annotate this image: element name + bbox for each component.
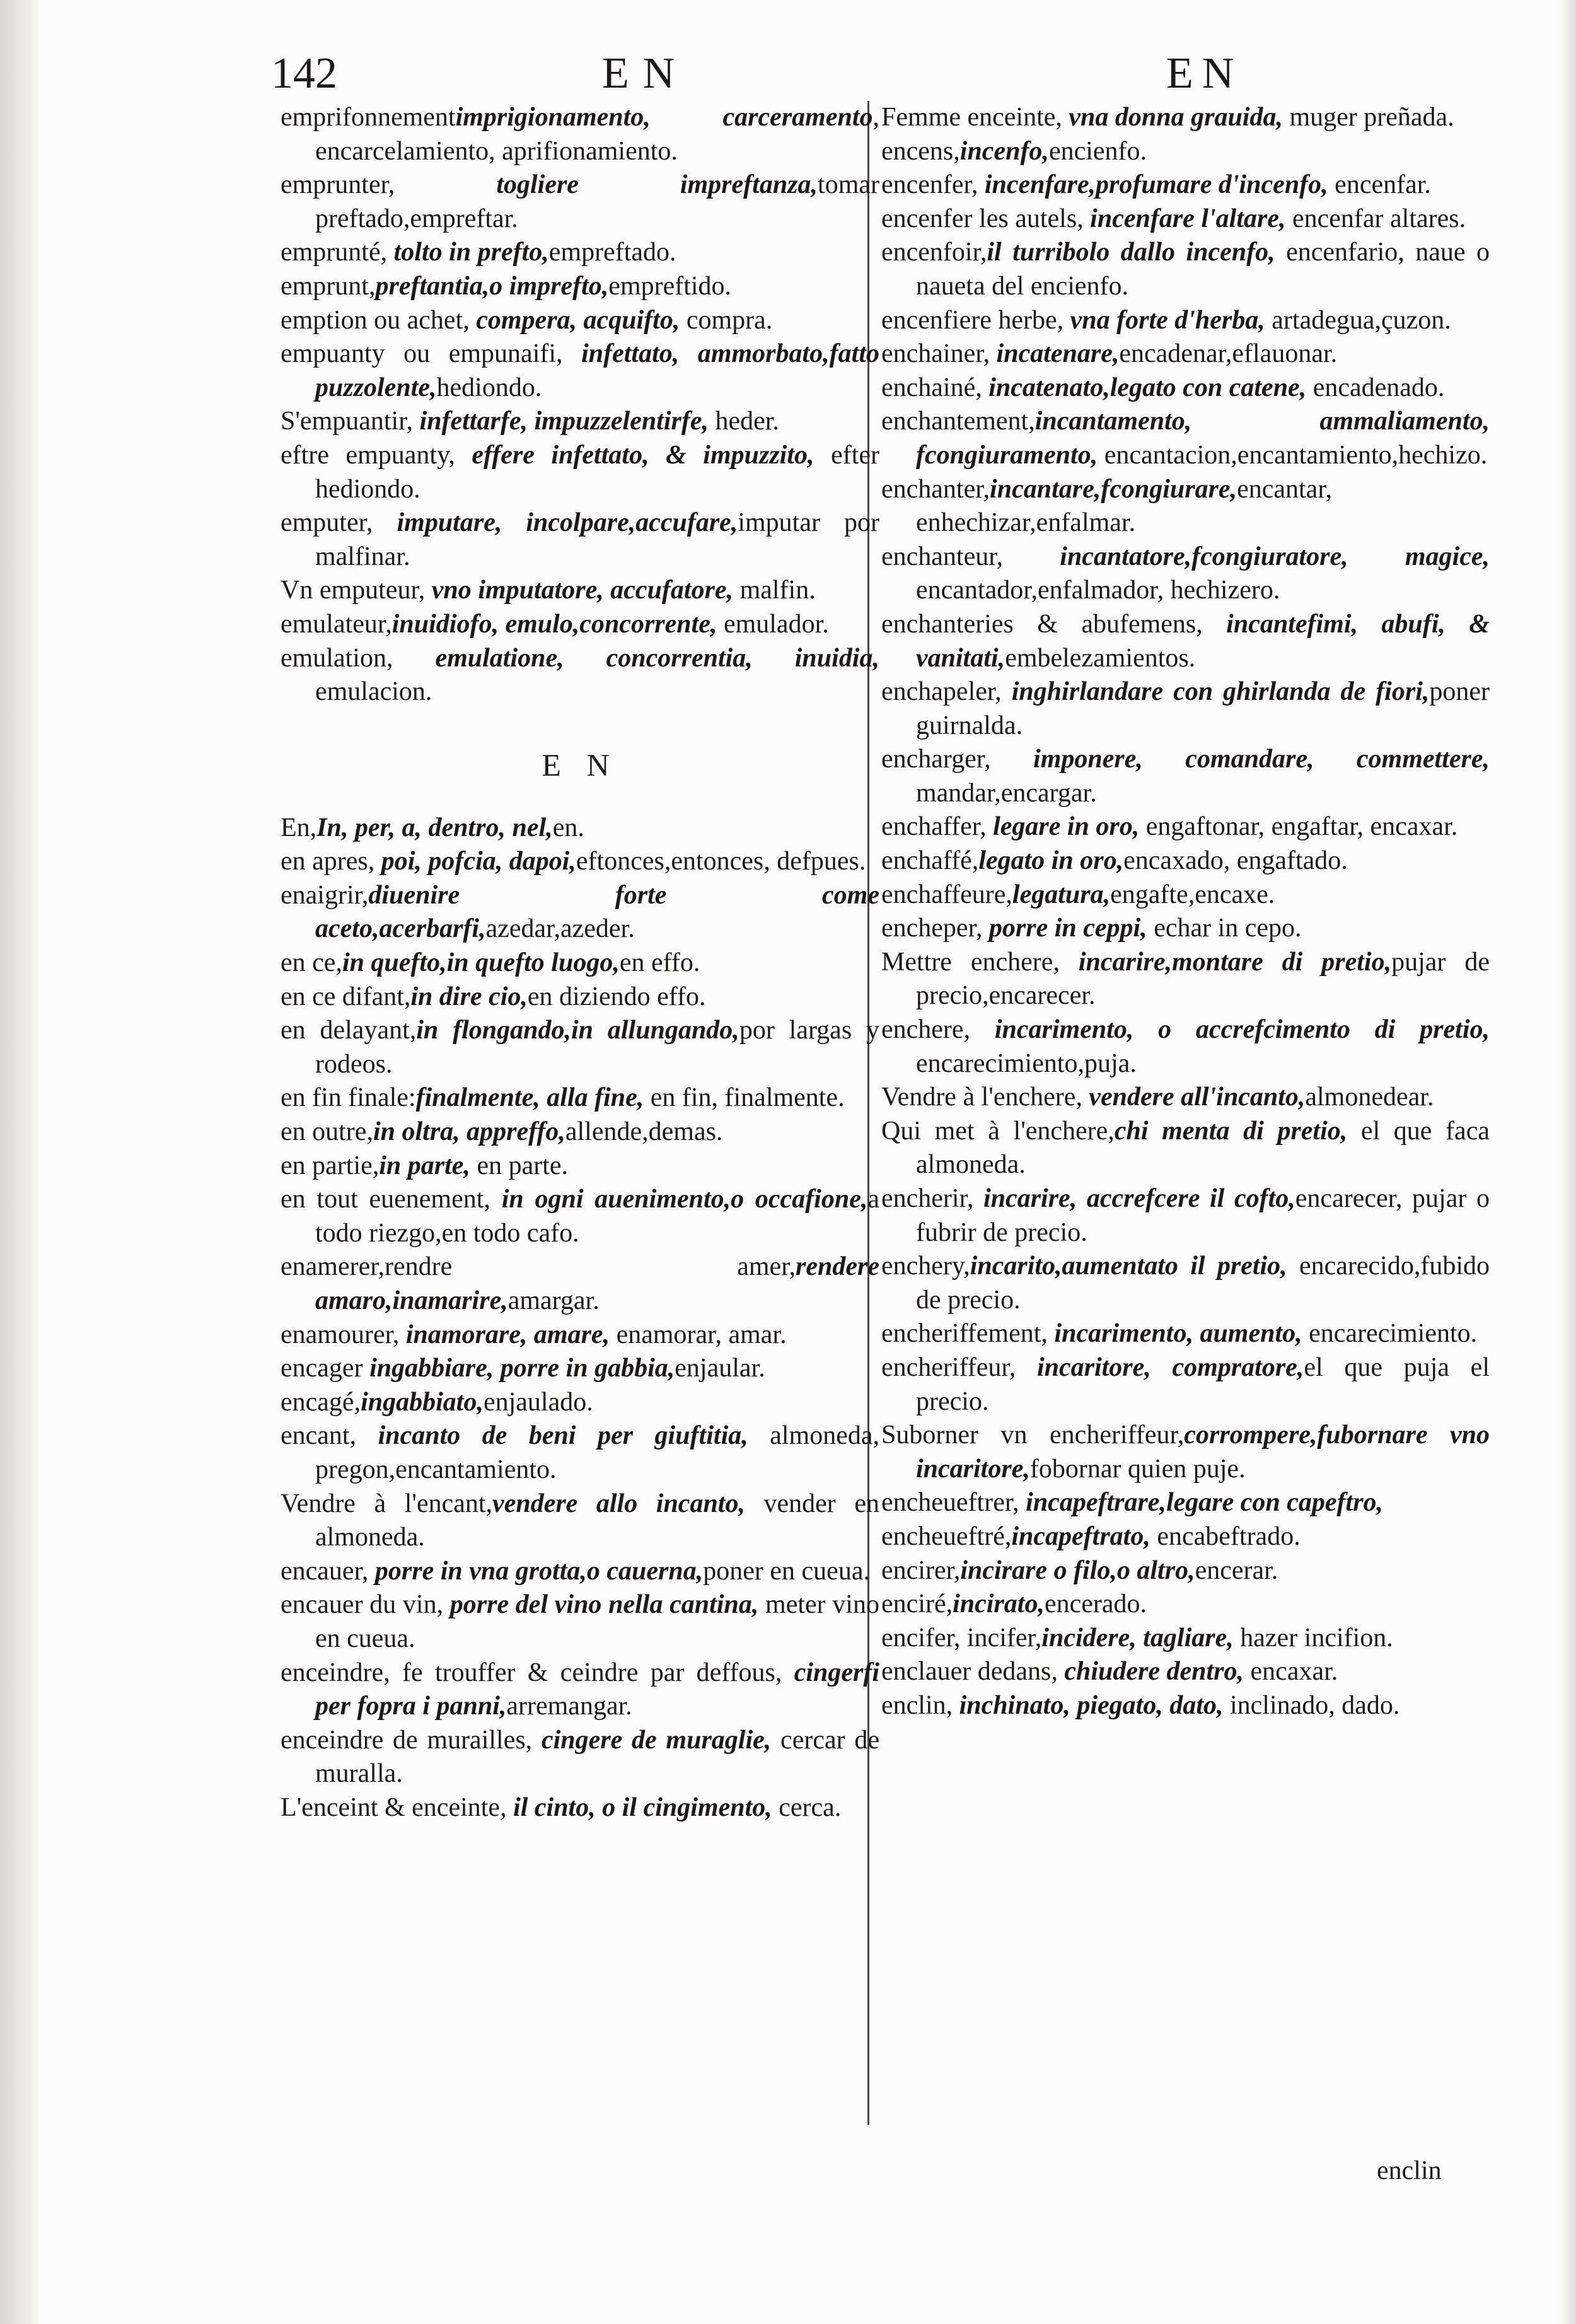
dictionary-entry [881,405,1490,472]
entry-headword: empuanty ou empunaifi, [281,339,582,369]
entry-italian-gloss: incatenare, [996,339,1120,369]
dictionary-entry [881,304,1490,338]
entry-italian-gloss: effere infettato, & impuzzito, [472,440,814,470]
entry-spanish-gloss: en. [552,813,584,842]
entry-italian-gloss: in flongando,in allungando, [416,1016,739,1045]
entry-italian-gloss: incirato, [953,1589,1045,1619]
dictionary-entry [281,946,879,980]
entry-headword: eftre empuanty, [281,440,472,470]
dictionary-entry [281,1487,879,1555]
entry-italian-gloss: il cinto, o il cingimento, [513,1792,772,1822]
entry-italian-gloss: vna donna grauida, [1069,103,1283,132]
dictionary-entry [281,845,879,879]
dictionary-entry [881,337,1490,371]
entry-italian-gloss: In, per, a, dentro, nel, [316,813,553,842]
entry-italian-gloss: tolto in preftо, [393,238,549,267]
dictionary-entry [881,236,1490,303]
dictionary-entry [881,168,1490,202]
entry-italian-gloss: il turribolo dallo incenfo, [987,238,1275,267]
page-gutter-shadow [0,0,38,2324]
entry-italian-gloss: preftantia,o impreftо, [375,271,609,301]
entry-italian-gloss: inuidiofo, emulo,concorrente, [391,609,717,639]
catchword: enclin [1377,2156,1442,2185]
dictionary-entry [881,810,1490,844]
entry-headword: encauer du vin, [281,1590,450,1620]
left-running-head: EN [602,49,689,98]
dictionary-entry [281,1386,879,1420]
entry-headword: emprifonnement [281,103,456,132]
entry-headword: emption ou achet, [281,305,477,335]
entry-spanish-gloss: fobornar quien puje. [1029,1454,1246,1484]
entry-italian-gloss: porre in vna grotta,o cauerna, [374,1556,704,1586]
entry-headword: enchainé, [881,373,989,402]
dictionary-entry [881,1351,1490,1419]
entry-italian-gloss: finalmente, alla fine, [415,1083,644,1113]
dictionary-entry [281,1081,879,1115]
entry-italian-gloss: ingabbiato, [361,1387,484,1417]
entry-spanish-gloss: efter hediondo. [315,440,879,504]
dictionary-entry [281,1149,879,1183]
entry-italian-gloss: cingere de muraglie, [541,1725,772,1755]
entry-headword: en delayant, [281,1016,417,1045]
left-entries-after-section [281,811,879,1825]
dictionary-entry [881,1486,1490,1520]
entry-headword: encenfiere herbe, [881,305,1070,335]
entry-headword: enclin, [881,1690,959,1720]
entry-italian-gloss: in oltra, appreffo, [373,1117,565,1147]
dictionary-entry [881,540,1490,608]
entry-spanish-gloss: muger preñada. [1282,103,1454,132]
entry-spanish-gloss: encaxado, engaftado. [1123,846,1348,876]
entry-spanish-gloss: emulacion. [315,677,432,707]
entry-headword: encenfer, [881,170,985,200]
dictionary-entry [881,1250,1490,1317]
entry-spanish-gloss: enjaulado. [483,1387,593,1417]
dictionary-entry [281,1419,879,1487]
entry-spanish-gloss: encarecido,fubido de precio. [916,1252,1490,1315]
entry-headword: En, [281,813,317,842]
dictionary-entry [281,811,879,845]
section-title: E N [542,747,618,782]
entry-spanish-gloss: eftonces,entonces, defpues. [576,847,866,876]
entry-headword: Femme enceinte, [881,103,1069,132]
entry-italian-gloss: incaritore, compratore, [1036,1352,1304,1382]
entry-spanish-gloss: imputar por malfinar. [315,508,879,571]
entry-spanish-gloss: azedar,azeder. [485,914,635,944]
entry-spanish-gloss: vender en almoneda. [315,1489,879,1552]
entry-headword: Vendre à l'enchere, [881,1083,1089,1112]
entry-headword: Vn emputeur, [281,576,432,605]
entry-spanish-gloss: pujar de precio,encarecer. [916,947,1490,1011]
entry-italian-gloss: inghirlandare con ghirlanda de fiori, [1011,677,1430,707]
entry-spanish-gloss: amargar. [507,1286,600,1315]
dictionary-entry [281,1115,879,1149]
entry-spanish-gloss: meter vino en cueua. [315,1590,879,1653]
dictionary-entry [881,1689,1490,1723]
dictionary-entry [881,675,1490,743]
dictionary-entry [881,101,1490,135]
right-running-head: EN [1166,49,1243,98]
right-column [881,101,1490,1723]
page-number: 142 [271,49,337,98]
entry-spanish-gloss: allende,demas. [565,1117,723,1147]
entry-spanish-gloss: , encarcelamiento, aprifionamiento. [315,103,879,166]
dictionary-entry [281,1014,879,1081]
dictionary-entry [281,1352,879,1386]
entry-spanish-gloss: enjaular. [675,1354,765,1383]
dictionary-entry [281,1724,879,1791]
entry-italian-gloss: emulatione, concorrentia, inuidia, [435,643,879,673]
entry-headword: enchapeler, [881,677,1012,707]
entry-spanish-gloss: echar in cepo. [1147,914,1302,943]
entry-spanish-gloss: en fin, finalmente. [644,1083,845,1113]
entry-spanish-gloss: encerar. [1195,1555,1278,1585]
page-edge-shadow [1560,0,1576,2324]
entry-italian-gloss: in parte, [379,1151,470,1180]
entry-headword: Mettre enchere, [881,947,1079,977]
dictionary-entry [881,135,1490,169]
entry-italian-gloss: in dire cio, [410,982,528,1011]
entry-spanish-gloss: encantar, enhechizar,enfalmar. [916,474,1333,538]
dictionary-entry [881,1115,1490,1182]
entry-italian-gloss: incatenato,legato con catene, [988,373,1307,402]
entry-italian-gloss: vendere allo incanto, [492,1489,745,1518]
entry-italian-gloss: incenfare,profumare d'incenfo, [984,170,1328,200]
dictionary-entry [881,1655,1490,1689]
entry-spanish-gloss: en diziendo effo. [527,982,706,1011]
entry-italian-gloss: infettarfe, impuzzelentirfe, [419,407,709,436]
dictionary-entry [881,844,1490,878]
entry-headword: en tout euenement, [281,1185,502,1214]
entry-headword: enchanter, [881,474,990,504]
entry-italian-gloss: incarire, accrefcere il cofto, [983,1184,1295,1213]
entry-headword: enclauer dedans, [881,1657,1065,1687]
entry-headword: encant, [281,1421,378,1451]
entry-headword: emprunté, [281,238,394,267]
entry-headword: emprunter, [281,170,497,200]
entry-headword: S'empuantir, [281,407,420,436]
entry-spanish-gloss: encadenado. [1306,373,1445,402]
dictionary-entry [281,168,879,236]
entry-spanish-gloss: cerca. [772,1792,842,1822]
entry-spanish-gloss: emulador. [717,609,829,639]
entry-spanish-gloss: encienfo. [1048,136,1147,166]
entry-spanish-gloss: encabeftrado. [1150,1521,1301,1551]
dictionary-entry [881,1013,1490,1081]
entry-spanish-gloss: encarecimiento. [1302,1319,1478,1349]
entry-italian-gloss: rendere amaro,inamarire, [315,1252,879,1315]
entry-italian-gloss: porre del vino nella cantina, [449,1590,759,1620]
entry-headword: enchaffé, [881,846,979,876]
entry-italian-gloss: incarimento, aumento, [1054,1319,1302,1349]
entry-headword: Suborner vn encheriffeur, [881,1421,1185,1450]
entry-headword: enchere, [881,1015,995,1045]
entry-italian-gloss: imputare, incolpare,accufare, [397,508,738,538]
dictionary-entry [281,574,879,608]
entry-spanish-gloss: por largas y rodeos. [315,1016,880,1079]
entry-italian-gloss: incapeftrare,legare con capeftro, [1026,1488,1384,1518]
entry-italian-gloss: vno imputatore, accufatore, [431,576,734,605]
dictionary-entry [281,337,879,405]
dictionary-entry [281,439,879,506]
entry-headword: Vendre à l'encant, [281,1489,493,1518]
entry-headword: encharger, [881,745,1034,774]
entry-italian-gloss: imprigionamento, carceramento [455,103,873,132]
entry-headword: encheueftré, [881,1521,1012,1551]
entry-spanish-gloss: arremangar. [506,1692,632,1721]
entry-headword: enchery, [881,1252,970,1281]
entry-spanish-gloss: en parte. [470,1151,569,1180]
entry-headword: en fin finale: [281,1083,416,1113]
entry-spanish-gloss: almoneda, pregon,encantamiento. [315,1421,880,1484]
entry-headword: encagé, [281,1387,361,1417]
entry-spanish-gloss: heder. [709,407,779,436]
entry-italian-gloss: incantare,fcongiurare, [990,474,1237,504]
dictionary-entry [281,1656,879,1724]
entry-italian-gloss: legare in oro, [993,812,1140,842]
entry-spanish-gloss: mandar,encargar. [916,778,1097,808]
entry-italian-gloss: togliere impreftanza, [496,170,818,200]
entry-headword: enciré, [881,1589,953,1619]
dictionary-entry [881,1622,1490,1656]
entry-headword: L'enceint & enceinte, [281,1792,514,1822]
entry-spanish-gloss: inclinado, dado. [1223,1690,1400,1720]
dictionary-entry [281,642,879,709]
entry-italian-gloss: vna forte d'herba, [1070,305,1265,335]
dictionary-entry [881,743,1490,810]
dictionary-entry [881,1317,1490,1351]
dictionary-entry [281,1250,879,1318]
entry-headword: encens, [881,136,960,166]
entry-italian-gloss: cingerfi per fopra i panni, [315,1658,879,1721]
dictionary-entry [281,879,879,946]
entry-headword: encauer, [281,1556,375,1586]
entry-italian-gloss: legatura, [1012,880,1111,909]
dictionary-entry [881,1520,1490,1554]
entry-spanish-gloss: poner en cueua. [703,1556,870,1586]
entry-italian-gloss: inamorare, amare, [405,1320,610,1349]
entry-headword: enamerer,rendre amer, [281,1252,796,1282]
entry-italian-gloss: in quefto,in quefto luogo, [342,948,620,978]
dictionary-entry [881,1554,1490,1588]
entry-italian-gloss: incarito,aumentato il pretio, [970,1252,1287,1281]
entry-italian-gloss: ingabbiare, porre in gabbia, [369,1354,675,1383]
entry-headword: encheriffement, [881,1319,1055,1349]
page-header [271,45,1551,102]
entry-headword: Qui met à l'enchere, [881,1116,1115,1146]
entry-italian-gloss: chiudere dentro, [1064,1657,1244,1687]
dictionary-entry [881,202,1490,236]
entry-headword: enchanteur, [881,542,1060,571]
entry-headword: enceindre, fe trouffer & ceindre par deffous, [281,1658,794,1687]
dictionary-entry [281,1318,879,1352]
entry-spanish-gloss: compra. [680,305,773,335]
entry-headword: encager [281,1354,370,1383]
entry-italian-gloss: infettato, ammorbato,fatto puzzolente, [315,339,879,402]
entry-headword: en outre, [281,1117,373,1147]
entry-italian-gloss: incarire,montare di pretio, [1078,947,1392,977]
entry-spanish-gloss: malfin. [733,576,816,605]
dictionary-entry [281,101,879,168]
entry-italian-gloss: corrompere,fubornare vno incaritore, [916,1421,1490,1484]
dictionary-entry [281,405,879,439]
entry-spanish-gloss: empreftado. [548,238,676,267]
entry-italian-gloss: vendere all'incanto, [1089,1083,1306,1112]
entry-headword: enchaffer, [881,812,994,842]
entry-spanish-gloss: engafte,encaxe. [1110,880,1275,909]
dictionary-entry [281,304,879,338]
entry-italian-gloss: incidere, tagliare, [1041,1623,1234,1653]
entry-spanish-gloss: encenfario, naue o naueta del encienfo. [916,238,1490,301]
dictionary-entry [881,912,1490,946]
entry-headword: encheriffeur, [881,1352,1037,1382]
entry-spanish-gloss: poner guirnalda. [916,677,1490,740]
entry-italian-gloss: inchinato, piegato, dato, [959,1690,1224,1720]
entry-spanish-gloss: en effo. [619,948,700,978]
dictionary-entry [281,270,879,304]
entry-headword: encifer, incifer, [881,1623,1042,1653]
entry-spanish-gloss: embelezamientos. [1005,643,1196,673]
dictionary-entry [881,1419,1490,1486]
entry-spanish-gloss: hazer incifion. [1233,1623,1393,1653]
entry-headword: enamourer, [281,1320,406,1349]
entry-spanish-gloss: almonedear. [1305,1083,1434,1112]
entry-headword: emprunt, [281,271,376,301]
entry-italian-gloss: in ogni auenimento,o occafione, [501,1185,868,1214]
dictionary-entry [281,608,879,642]
entry-spanish-gloss: encenfar altares. [1285,204,1466,233]
dictionary-entry [881,946,1490,1013]
entry-italian-gloss: incarimento, o accrefcimento di pretio, [994,1015,1490,1045]
entry-italian-gloss: imponere, comandare, commettere, [1033,745,1490,774]
entry-headword: en partie, [281,1151,380,1180]
entry-headword: encenfoir, [881,238,987,267]
entry-headword: encheueftrer, [881,1488,1026,1518]
dictionary-entry [281,506,879,574]
entry-headword: emulateur, [281,609,392,639]
entry-spanish-gloss: hediondo. [436,373,542,402]
entry-italian-gloss: incenfo, [959,136,1049,166]
dictionary-entry [881,1081,1490,1115]
dictionary-entry [281,236,879,270]
entry-headword: emulation, [281,643,436,673]
entry-spanish-gloss: enamorar, amar. [610,1320,787,1349]
entry-spanish-gloss: encantacion,encantamiento,hechizo. [1098,440,1488,470]
dictionary-entry [281,1555,879,1589]
dictionary-entry [881,371,1490,405]
entry-italian-gloss: chi menta di pretio, [1114,1116,1348,1146]
dictionary-entry [881,473,1490,540]
entry-headword: encherir, [881,1184,984,1213]
entry-spanish-gloss: tomar preftado,empreftar. [315,170,879,233]
entry-headword: encenfer les autels, [881,204,1091,233]
entry-headword: encirer, [881,1555,961,1585]
entry-italian-gloss: incantamento, ammaliamento, fcongiuramento, [916,407,1490,470]
entry-spanish-gloss: encaxar. [1244,1657,1338,1687]
entry-italian-gloss: compera, acquifto, [476,305,680,335]
entry-headword: enchaffeure, [881,880,1012,909]
entry-italian-gloss: incantatore,fcongiuratore, magice, [1060,542,1490,571]
entry-italian-gloss: incantefimi, abufi, & vanitati, [916,609,1490,673]
entry-headword: encheper, [881,914,989,943]
left-entries-before-section [281,101,879,709]
entry-spanish-gloss: encenfar. [1328,170,1431,200]
dictionary-entry [281,1791,879,1825]
entry-headword: enaigrir, [281,880,369,910]
right-entries [881,101,1490,1723]
entry-headword: emputer, [281,508,397,538]
dictionary-entry [881,608,1490,675]
entry-headword: en apres, [281,847,381,876]
dictionary-entry [881,1182,1490,1250]
entry-spanish-gloss: encantador,enfalmador, hechizero. [916,576,1280,605]
entry-spanish-gloss: el que faca almoneda. [916,1116,1490,1180]
entry-italian-gloss: incapeftrato, [1011,1521,1150,1551]
entry-spanish-gloss: encarecimiento,puja. [916,1049,1137,1078]
entry-spanish-gloss: cercar de muralla. [315,1725,879,1789]
entry-headword: en ce, [281,948,342,978]
entry-spanish-gloss: a todo riezgo,en todo cafo. [315,1185,879,1248]
entry-spanish-gloss: empreftido. [608,271,732,301]
entry-headword: enchanteries & abufemens, [881,609,1227,639]
dictionary-entry [281,980,879,1014]
dictionary-entry [281,1183,879,1250]
dictionary-entry [881,878,1490,912]
entry-italian-gloss: incenfare l'altare, [1090,204,1286,233]
entry-italian-gloss: incanto de beni per giuftitia, [378,1421,748,1451]
entry-headword: enceindre de murailles, [281,1725,542,1755]
entry-spanish-gloss: artadegua,çuzon. [1265,305,1451,335]
entry-headword: enchantement, [881,407,1035,436]
dictionary-entry [281,1588,879,1656]
entry-italian-gloss: incirare o filo,o altro, [960,1555,1195,1585]
entry-spanish-gloss: el que puja el precio. [916,1352,1490,1416]
entry-italian-gloss: legato in oro, [978,846,1124,876]
entry-italian-gloss: diuenire forte come aceto,acerbarfi, [315,880,879,944]
entry-italian-gloss: poi, pofcia, dapoi, [381,847,576,876]
entry-spanish-gloss: engaftonar, engaftar, encaxar. [1139,812,1458,842]
entry-spanish-gloss: encadenar,eflauonar. [1119,339,1338,369]
entry-headword: en ce difant, [281,982,411,1011]
entry-spanish-gloss: encerado. [1044,1589,1147,1619]
entry-italian-gloss: porre in ceppi, [988,914,1147,943]
entry-headword: enchainer, [881,339,997,369]
left-column [281,101,879,1825]
dictionary-entry [881,1588,1490,1622]
entry-spanish-gloss: encarecer, pujar o fubrir de precio. [916,1184,1490,1247]
